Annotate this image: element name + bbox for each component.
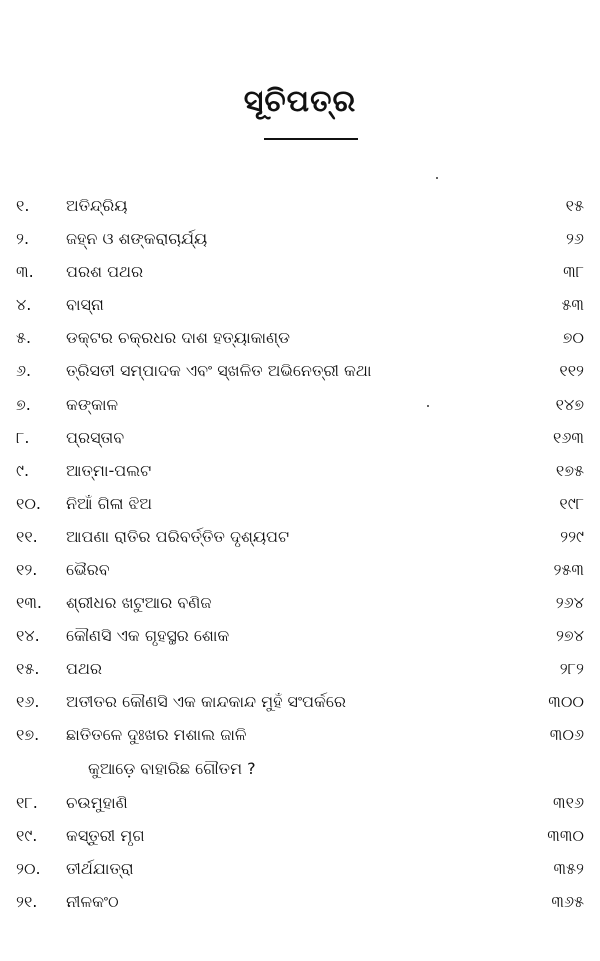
entry-number: ୧୨. [16,560,38,579]
entry-page: ୨୫୩ [553,560,584,579]
entry-number: ୭. [16,395,31,414]
toc-entry-17 [0,725,600,753]
entry-page: ୧୧୨ [559,361,584,380]
entry-number: ୬. [16,361,32,380]
toc-entry-15 [0,659,600,687]
entry-title: ତ୍ରିସତୀ ସମ୍ପାଦକ ଏବଂ ସ୍ଖଳିତ ଅଭିନେତ୍ରୀ କଥା [66,361,372,380]
entry-page: ୧୭୫ [555,461,584,480]
entry-title: ଭୈରବ [66,560,110,579]
toc-entry-12 [0,560,600,588]
toc-entry-18 [0,793,600,821]
entry-page: ୩୫୨ [553,859,584,878]
entry-title: ବାସ୍ନା [66,295,104,314]
entry-number: ୨. [16,229,30,248]
toc-entry-14 [0,626,600,654]
entry-page: ୩୮ [563,262,584,281]
entry-number: ୧୦. [16,494,42,513]
toc-entry-7 [0,395,600,423]
entry-title: ପ୍ରସ୍ତାବ [66,428,125,447]
entry-number: ୧୮. [16,793,38,812]
entry-page: ୭୦ [562,328,584,347]
entry-number: ୫. [16,328,32,347]
toc-entry-21 [0,892,600,920]
toc-entry-8 [0,428,600,456]
entry-page: ୩୩୦ [547,826,584,845]
entry-title: ଆପଣା ରାତିର ପରିବର୍ତ୍ତିତ ଦୃଶ୍ୟପଟ [66,527,290,546]
entry-page: ୩୧୬ [553,793,584,812]
entry-page: ୨୭୪ [555,626,584,645]
entry-page: ୧୫ [565,196,584,215]
toc-entry-6 [0,361,600,389]
entry-page: ୧୪୭ [555,395,584,414]
title-underline [264,138,358,140]
entry-page: ୩୦୬ [549,725,584,744]
entry-number: ୧୫. [16,659,40,678]
print-speck [436,177,438,179]
entry-number: ୧୩. [16,593,42,612]
entry-number: ୨୧. [16,892,38,911]
entry-title: ଅତିନ୍ଦ୍ରିୟ [66,196,128,215]
entry-title: କଙ୍କାଳ [66,395,119,414]
toc-entry-16 [0,692,600,720]
entry-number: ୧୬. [16,692,40,711]
entry-number: ୮. [16,428,30,447]
entry-page: ୧୯୮ [559,494,584,513]
toc-entry-11 [0,527,600,555]
entry-number: ୧୪. [16,626,40,645]
entry-title: ପରଶ ପଥର [66,262,144,281]
entry-title: କସ୍ତୁରୀ ମୃଗ [66,826,145,845]
entry-title-continuation: କୁଆଡ଼େ ବାହାରିଛ ଗୌତମ ? [88,759,256,778]
toc-entry-10 [0,494,600,522]
entry-number: ୯. [16,461,30,480]
entry-page: ୨୨୯ [560,527,584,546]
entry-page: ୧୬୩ [553,428,584,447]
entry-title: ଚଉମୁହାଣି [66,793,128,812]
entry-number: ୧୯. [16,826,38,845]
toc-entry-4 [0,295,600,323]
toc-entry-5 [0,328,600,356]
entry-title: ଅତୀତର କୌଣସି ଏକ କାନ୍ଦକାନ୍ଦ ମୁହଁ ସଂପର୍କରେ [66,692,346,711]
entry-page: ୩୦୦ [548,692,584,711]
entry-page: ୨୬୪ [555,593,584,612]
entry-number: ୪. [16,295,32,314]
toc-entry-9 [0,461,600,489]
entry-title: ଶ୍ରୀଧର ଖଟୁଆର ବଣିଜ [66,593,212,612]
entry-number: ୧୧. [16,527,38,546]
entry-page: ୨୬ [565,229,584,248]
entry-page: ୨୮୨ [559,659,584,678]
entry-title: ନୀଳକଂଠ [66,892,119,911]
entry-title: ପଥର [66,659,103,678]
entry-page: ୫୩ [561,295,584,314]
entry-title: ଡକ୍ଟର ଚକ୍ରଧର ଦାଶ ହତ୍ୟାକାଣ୍ଡ [66,328,291,347]
page-title: ସୂଚିପତ୍ର [243,84,357,119]
entry-number: ୩. [16,262,34,281]
entry-title: ଛାତିତଳେ ଦୁଃଖର ମଶାଲ ଜାଳି [66,725,247,744]
entry-title: କୌଣସି ଏକ ଗୃହସ୍ଥର ଶୋକ [66,626,230,645]
entry-page: ୩୬୫ [551,892,584,911]
entry-title: ନିଆଁ ଗିଳା ଝିଅ [66,494,153,513]
toc-entry-20 [0,859,600,887]
toc-entry-19 [0,826,600,854]
toc-entry-13 [0,593,600,621]
entry-number: ୧୭. [16,725,40,744]
toc-entry-2 [0,229,600,257]
entry-number: ୧. [16,196,30,215]
entry-title: ଜହ୍ନ ଓ ଶଙ୍କରାଚାର୍ଯ୍ୟ [66,229,208,248]
entry-title: ତୀର୍ଥଯାତ୍ରା [66,859,134,878]
entry-title: ଆତ୍ମା-ପଲଟ [66,461,152,480]
entry-number: ୨୦. [16,859,41,878]
toc-entry-3 [0,262,600,290]
toc-entry-1 [0,196,600,224]
